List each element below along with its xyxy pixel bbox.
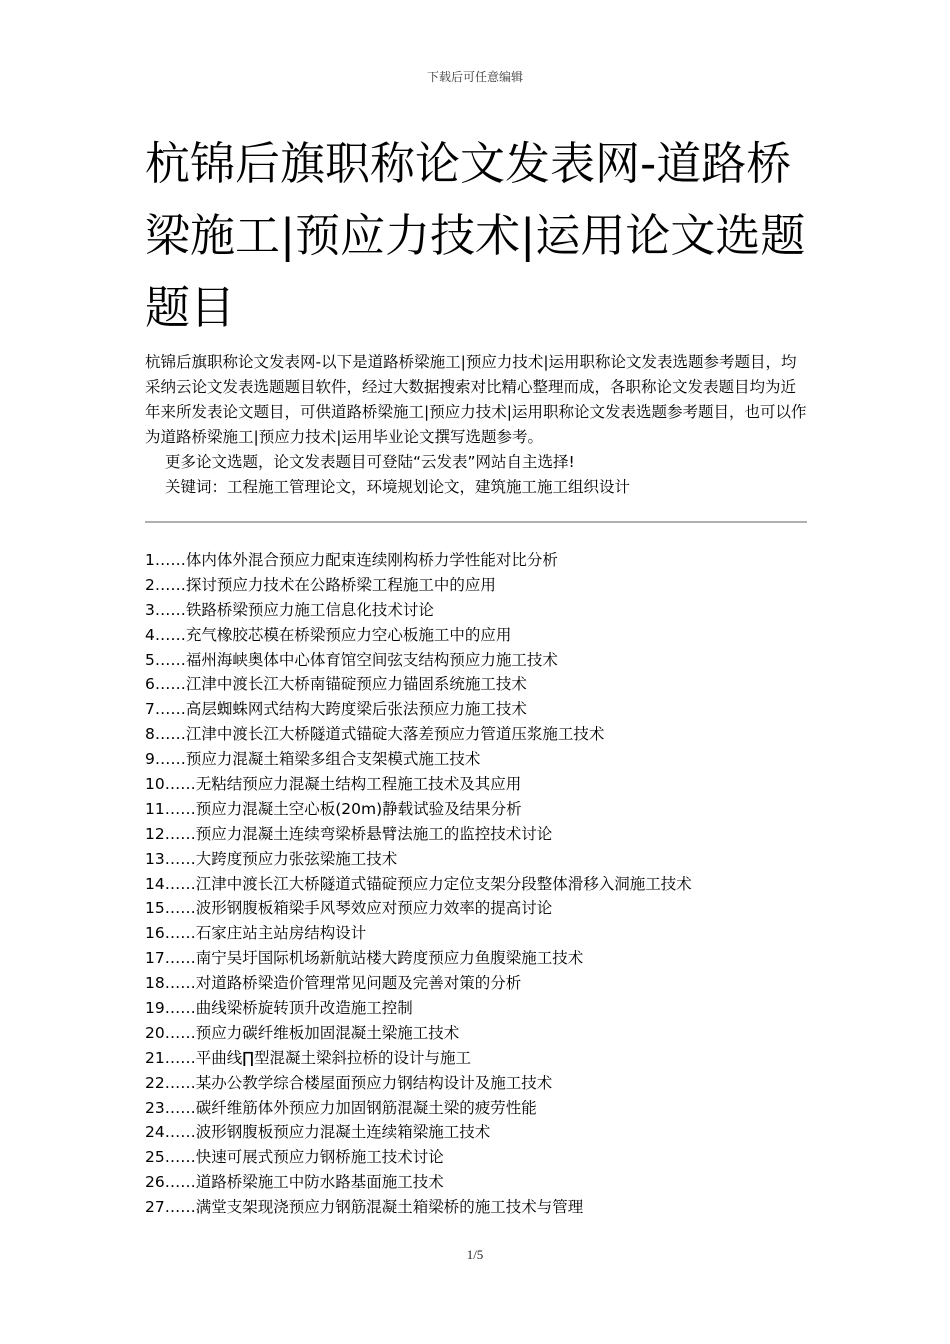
list-item: 16……石家庄站主站房结构设计	[145, 924, 367, 943]
list-item: 6……江津中渡长江大桥南锚碇预应力锚固系统施工技术	[145, 675, 527, 694]
list-item: 9……预应力混凝土箱梁多组合支架模式施工技术	[145, 750, 481, 769]
list-item: 27……满堂支架现浇预应力钢筋混凝土箱梁桥的施工技术与管理	[145, 1198, 584, 1217]
list-item: 21……平曲线∏型混凝土梁斜拉桥的设计与施工	[145, 1048, 471, 1067]
list-item: 19……曲线梁桥旋转顶升改造施工控制	[145, 999, 413, 1018]
list-item: 20……预应力碳纤维板加固混凝土梁施工技术	[145, 1023, 460, 1042]
header-note: 下载后可任意编辑	[426, 70, 523, 84]
list-item: 13……大跨度预应力张弦梁施工技术	[145, 849, 398, 868]
list-item: 7……高层蜘蛛网式结构大跨度梁后张法预应力施工技术	[145, 700, 527, 719]
list-item: 8……江津中渡长江大桥隧道式锚碇大落差预应力管道压浆施工技术	[145, 725, 605, 744]
list-item: 10……无粘结预应力混凝土结构工程施工技术及其应用	[145, 775, 522, 794]
list-item: 26……道路桥梁施工中防水路基面施工技术	[145, 1173, 444, 1192]
list-item: 3……铁路桥梁预应力施工信息化技术讨论	[145, 600, 434, 619]
list-item: 15……波形钢腹板箱梁手风琴效应对预应力效率的提高讨论	[145, 899, 553, 918]
divider	[145, 521, 807, 523]
list-item: 24……波形钢腹板预应力混凝土连续箱梁施工技术	[145, 1123, 491, 1142]
list-item: 22……某办公教学综合楼屋面预应力钢结构设计及施工技术	[145, 1073, 553, 1092]
list-item: 5……福州海峡奥体中心体育馆空间弦支结构预应力施工技术	[145, 650, 558, 669]
list-item: 18……对道路桥梁造价管理常见问题及完善对策的分析	[145, 974, 522, 993]
list-item: 23……碳纤维筋体外预应力加固钢筋混凝土梁的疲劳性能	[145, 1098, 537, 1117]
list-item: 11……预应力混凝土空心板(20m)静载试验及结果分析	[145, 799, 522, 818]
intro-paragraph: 杭锦后旗职称论文发表网-以下是道路桥梁施工|预应力技术|运用职称论文发表选题参考题目，均采纳云论文发表选题题目软件，经过大数据搜索对比精心整理而成，各职称论文发表题目均为近年来所发表论文题目，可供道路桥梁施工|预应力技术|运用职称论文发表选题参考题目，也可以作为道路桥梁施工|预应力技术|运用毕业论文撰写选题参考。	[145, 353, 807, 446]
list-item: 25……快速可展式预应力钢桥施工技术讨论	[145, 1148, 444, 1167]
page-number: 1/5	[466, 1247, 484, 1262]
list-item: 17……南宁吴圩国际机场新航站楼大跨度预应力鱼腹梁施工技术	[145, 949, 584, 968]
topic-list	[145, 548, 810, 1220]
list-item: 4……充气橡胶芯模在桥梁预应力空心板施工中的应用	[145, 625, 512, 644]
list-item: 12……预应力混凝土连续弯梁桥悬臂法施工的监控技术讨论	[145, 824, 553, 843]
keywords-line: 关键词：工程施工管理论文，环境规划论文，建筑施工施工组织设计	[165, 478, 631, 496]
list-item: 2……探讨预应力技术在公路桥梁工程施工中的应用	[145, 575, 496, 594]
document-title: 杭锦后旗职称论文发表网-道路桥梁施工|预应力技术|运用论文选题题目	[145, 137, 806, 334]
list-item: 14……江津中渡长江大桥隧道式锚碇预应力定位支架分段整体滑移入洞施工技术	[145, 874, 692, 893]
more-topics-note: 更多论文选题，论文发表题目可登陆“云发表”网站自主选择!	[165, 453, 575, 471]
list-item: 1……体内体外混合预应力配束连续刚构桥力学性能对比分析	[145, 551, 558, 569]
